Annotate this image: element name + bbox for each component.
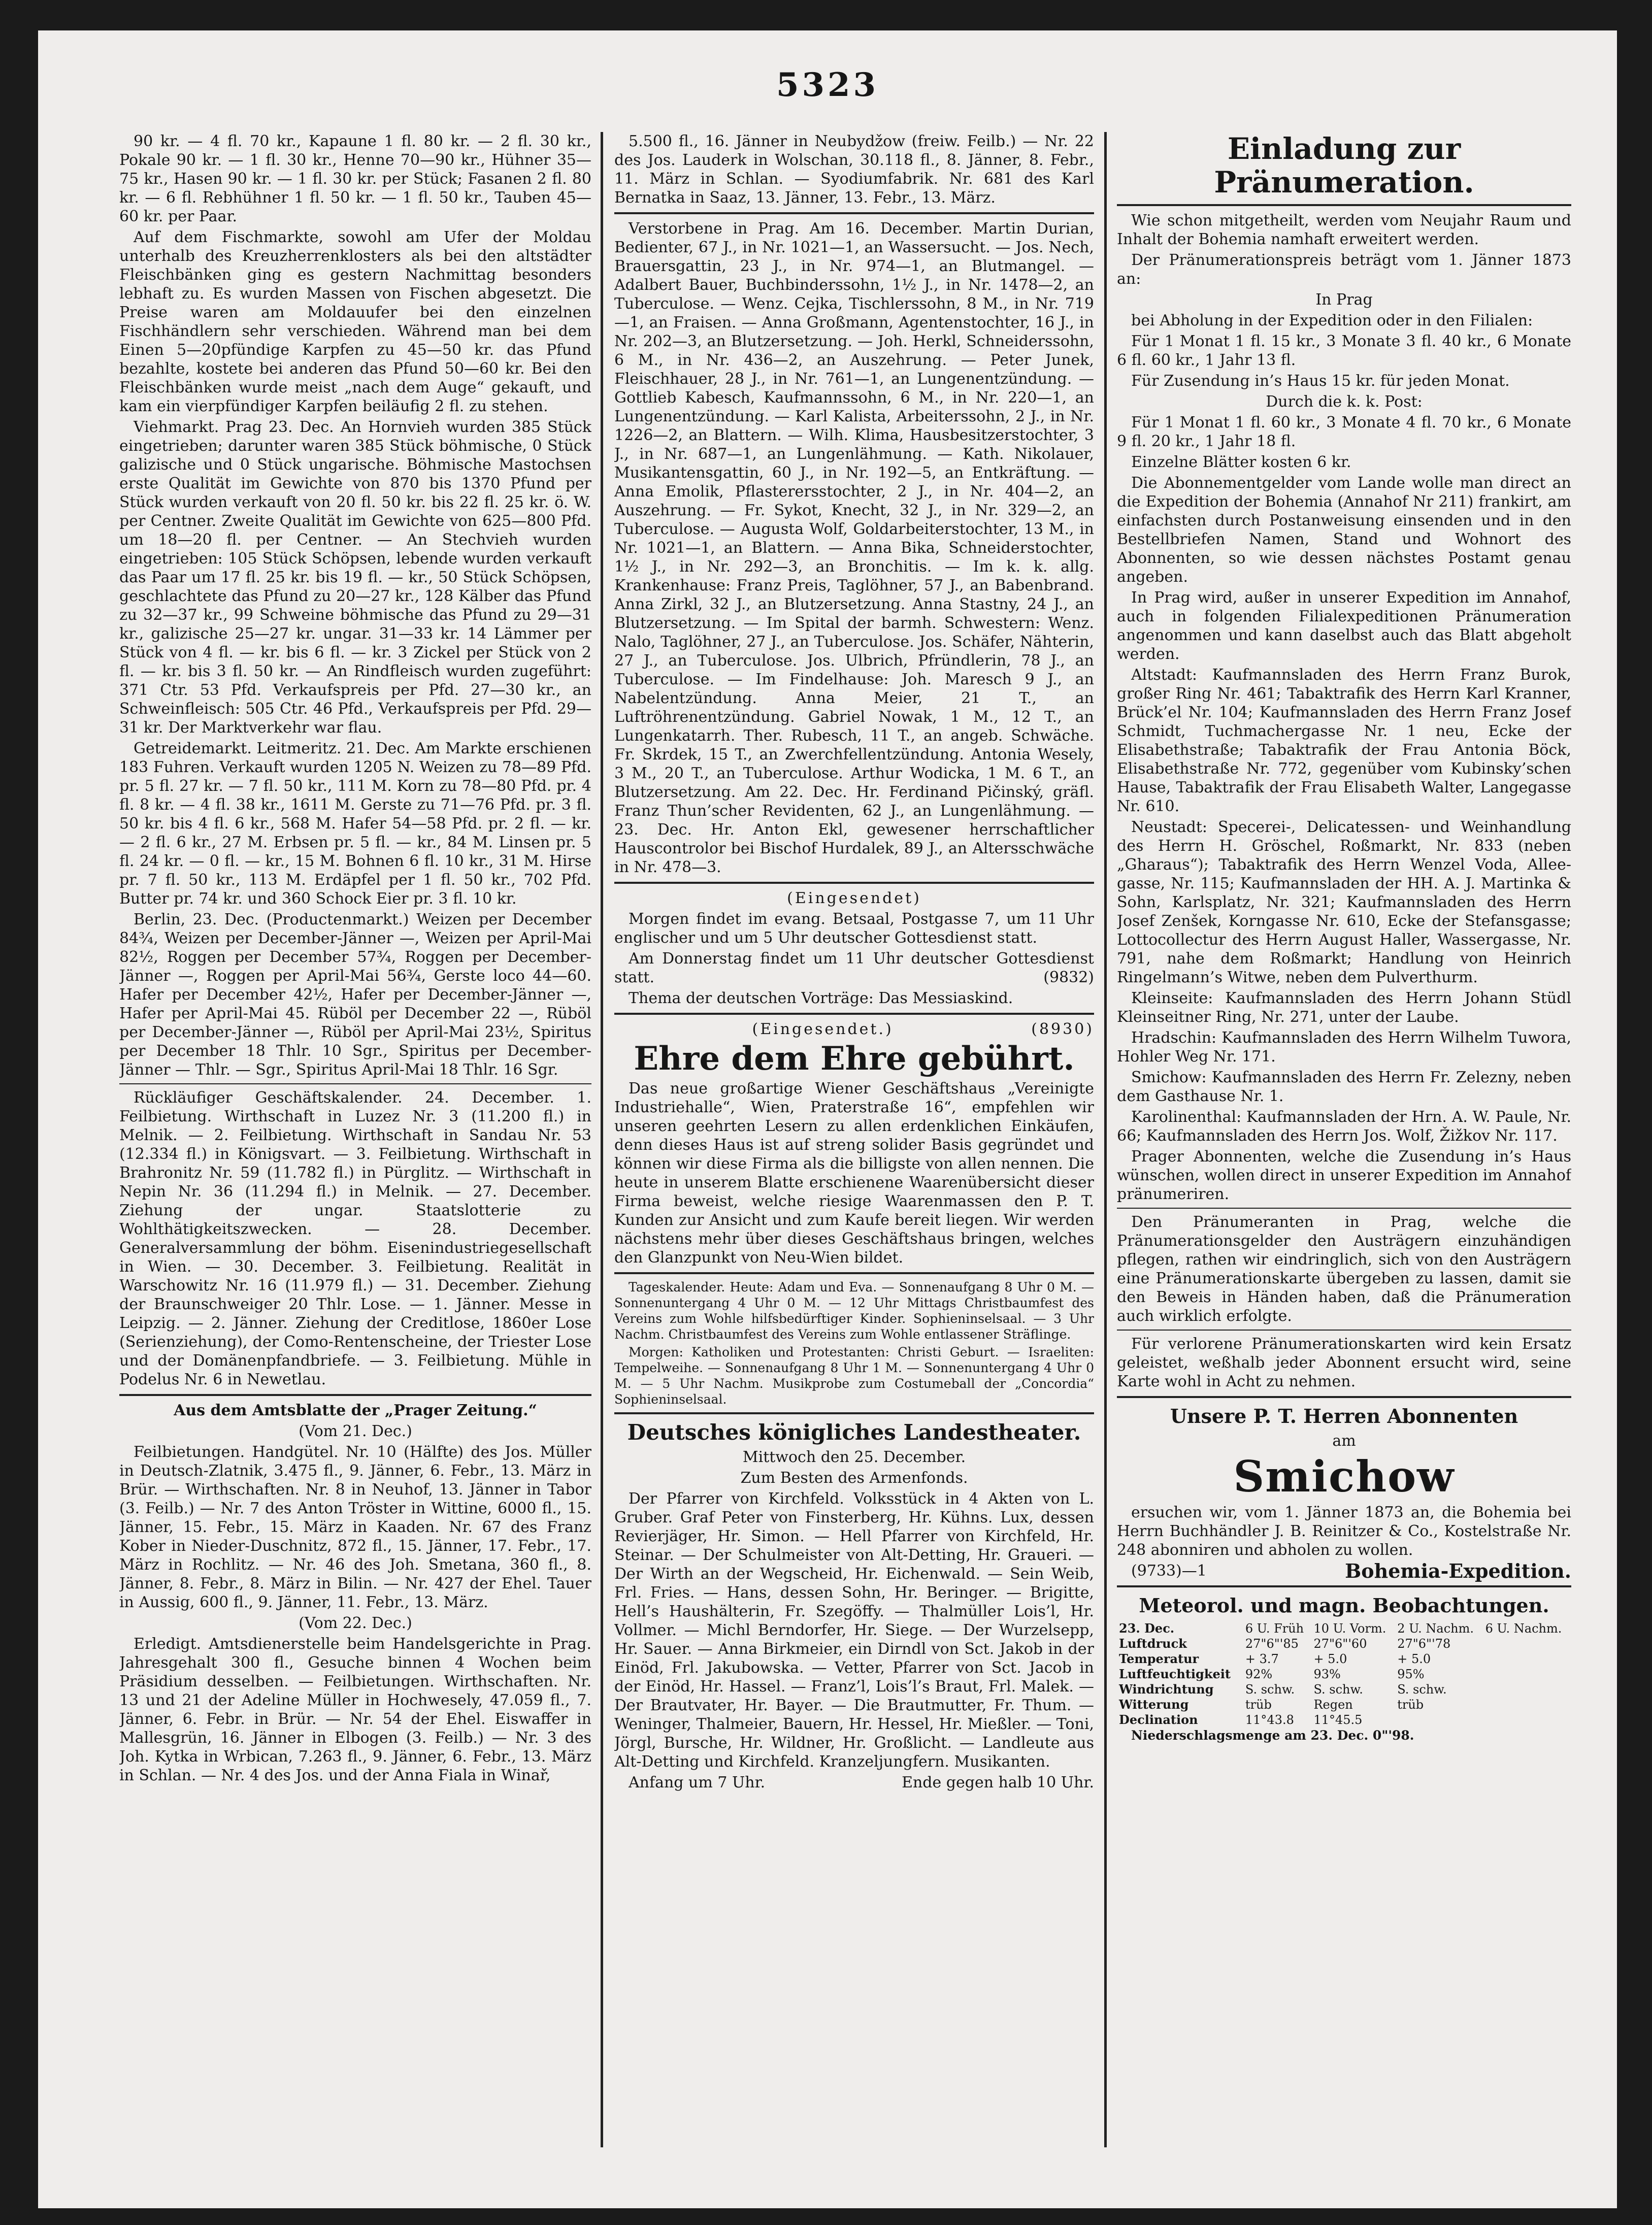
invitation-paragraph: In Prag wird, außer in unserer Expedition im Annahof, auch in folgenden Filialexpeditionen Pränumeration angenommen und kann daselbst auch das Blatt abgeholt werden. xyxy=(1117,589,1571,663)
meteo-title: Meteorol. und magn. Beobachtungen. xyxy=(1139,1594,1549,1617)
price-line: Für 1 Monat 1 fl. 15 kr., 3 Monate 3 fl. 40 kr., 6 Monate 6 fl. 60 kr., 1 Jahr 13 fl. xyxy=(1117,333,1571,369)
column-rule xyxy=(601,132,603,2147)
meteo-header-cell: 6 U. Früh xyxy=(1245,1621,1304,1636)
invitation-paragraph: Den Pränumeranten in Prag, welche die Pränumerationsgelder den Austrägern einzuhändigen pflegen, rathen wir eindringlich, sich von den Austrägern eine Pränumerationskarte übergeben zu lassen, damit sie den Beweis in Händen haben, daß die Pränumeration auch wirklich erfolgte. xyxy=(1117,1213,1571,1325)
amtsblatt-paragraph: Erledigt. Amtsdienerstelle beim Handelsgerichte in Prag. Jahresgehalt 300 fl., Gesuche binnen 4 Wochen beim Präsidium desselben. — Feilbietungen. Wirthschaften. Nr. 13 und 21 der Adeline Müller in Hochwesely, 47.059 fl., 7. Jänner, 6. Febr. in Brür. — Nr. 54 der Ehel. Eiswaffer in Mallesgrün, 16. Jänner in Elbogen (3. Feilb.) — Nr. 3 des Joh. Kytka in Wrbican, 7.263 fl., 9. Jänner, 6. Febr., 13. März in Schlan. — Nr. 4 des Jos. und der Anna Fiala in Winař, xyxy=(119,1635,591,1784)
market-paragraph: Getreidemarkt. Leitmeritz. 21. Dec. Am Markte erschienen 183 Fuhren. Verkauft wurden 1205 N. Weizen zu 78—89 Pfd. pr. 5 fl. 27 kr. — 7 fl. 50 kr., 111 M. Korn zu 78—80 Pfd. pr. 4 fl. 8 kr. — 4 fl. 38 kr., 1611 M. Gerste zu 71—76 Pfd. pr. 3 fl. 50 kr. bis 4 fl. 6 kr., 568 M. Hafer 54—58 Pfd. pr. 2 fl. — kr. — 2 fl. 6 kr., 27 M. Erbsen pr. 5 fl. — kr., 84 M. Linsen pr. 5 fl. 24 kr. — 0 fl. — kr., 15 M. Bohnen 6 fl. 10 kr., 31 M. Hirse pr. 7 fl. 50 kr., 113 M. Erdäpfel per 1 fl. 50 kr., 702 Pfd. Butter pr. 74 kr. und 360 Schock Eier pr. 3 fl. 10 kr. xyxy=(119,740,591,908)
market-paragraph: Auf dem Fischmarkte, sowohl am Ufer der Moldau unterhalb des Kreuzherrenklosters als bei den altstädter Fleischbänken ging es gestern Nachmittag besonders lebhaft zu. Es wurden Massen von Fischen abgesetzt. Die Preise waren am Moldauufer bei den einzelnen Fischhändlern sehr verschieden. Während man bei dem Einen 5—20pfündige Karpfen zu 45—50 kr. das Pfund bezahlte, kostete bei anderen das Pfund 50—60 kr. Bei den Fleischbänken wurde meist „nach dem Auge“ gekauft, und kam ein vierpfündiger Karpfen beiläufig 2 fl. zu stehen. xyxy=(119,228,591,415)
meteo-cell xyxy=(1483,1712,1571,1728)
eingesendet-label: (Eingesendet.) xyxy=(752,1020,894,1038)
meteo-cell: Witterung xyxy=(1119,1697,1189,1712)
divider xyxy=(1117,204,1571,206)
meteo-header-cell: 23. Dec. xyxy=(1119,1621,1175,1636)
meteo-row xyxy=(1117,1667,1571,1682)
column-3 xyxy=(1117,132,1571,2147)
theater-times xyxy=(614,1773,1094,1792)
reference-number: (8930) xyxy=(1031,1020,1094,1038)
calendar-paragraph: Rückläufiger Geschäftskalender. 24. December. 1. Feilbietung. Wirthschaft in Luzez Nr. 3 (11.200 fl.) in Melnik. — 2. Feilbietung. Wirthschaft in Sandau Nr. 53 (12.334 fl.) in Königsvart. — 3. Feilbietung. Wirthschaft in Brahronitz Nr. 59 (11.782 fl.) in Pürglitz. — Wirthschaft in Nepin Nr. 36 (11.294 fl.) in Melnik. — 27. December. Ziehung der ungar. Staatslotterie zu Wohlthätigkeitszwecken. — 28. December. Generalversammlung der böhm. Eisenindustriegesellschaft in Wien. — 30. December. 3. Feilbietung. Realität in Warschowitz Nr. 16 (11.979 fl.) — 31. December. Ziehung der Braunschweiger 20 Thlr. Lose. — 1. Jänner. Messe in Leipzig. — 2. Jänner. Ziehung der Creditlose, 1860er Lose (Serienziehung), der Como-Rentenscheine, der Triester Lose und der Domänenpfandbriefe. — 3. Feilbietung. Mühle in Podelus Nr. 6 in Newetlau. xyxy=(119,1089,591,1388)
reference-number: (9733)—1 xyxy=(1131,1562,1207,1580)
divider xyxy=(1117,1396,1571,1398)
divider xyxy=(614,1013,1094,1015)
divider xyxy=(1117,1208,1571,1209)
meteo-cell xyxy=(1395,1712,1483,1728)
meteo-table xyxy=(1117,1621,1571,1728)
divider xyxy=(119,1394,591,1396)
meteo-cell xyxy=(1483,1667,1571,1682)
meteo-cell: 95% xyxy=(1397,1667,1425,1681)
amtsblatt-date: (Vom 21. Dec.) xyxy=(299,1422,412,1440)
meteo-cell: 93% xyxy=(1313,1667,1341,1681)
meteo-cell xyxy=(1483,1682,1571,1697)
theater-benefit: Zum Besten des Armenfonds. xyxy=(740,1469,968,1487)
filiale-altstadt: Altstadt: Kaufmannsladen des Herrn Franz Burok, großer Ring Nr. 461; Tabaktrafik des Herrn Karl Kranner, Brück’el Nr. 104; Kaufmannsladen des Herrn Franz Josef Schmidt, Tuchmachergasse Nr. 1 neu, Ecke der Elisabethstraße; Tabaktrafik der Frau Antonia Böck, Elisabethstraße Nr. 772, gegenüber vom Kubinsky’schen Hause, Tabaktrafik der Frau Elisabeth Walter, Langegasse Nr. 610. xyxy=(1117,666,1571,815)
advert-headline: Ehre dem Ehre gebührt. xyxy=(634,1040,1075,1078)
market-paragraph: Berlin, 23. Dec. (Productenmarkt.) Weizen per December 84¾, Weizen per December-Jänner —, Weizen per April-Mai 82½, Roggen per December 57¾, Roggen per December-Jänner —, Roggen per April-Mai 56¾, Gerste loco 44—60. Hafer per December 42½, Hafer per December-Jänner —, Hafer per April-Mai 45. Rüböl per December 22 —, Rüböl per December-Jänner —, Rüböl per April-Mai 23½, Spiritus per December 18 Thlr. 10 Sgr., Spiritus per December-Jänner — Thlr. — Sgr., Spiritus April-Mai 18 Thlr. 16 Sgr. xyxy=(119,911,591,1079)
meteo-cell: Windrichtung xyxy=(1119,1682,1214,1697)
column-rule xyxy=(1104,132,1107,2147)
eingesendet-paragraph xyxy=(614,949,1094,987)
meteo-cell: 27"6"'85 xyxy=(1245,1637,1299,1651)
reference-number: (9832) xyxy=(1043,969,1094,986)
meteo-cell: + 3.7 xyxy=(1245,1652,1279,1666)
subscribers-heading: Unsere P. T. Herren Abonnenten xyxy=(1170,1405,1518,1427)
theater-paragraph: Der Pfarrer von Kirchfeld. Volksstück in 4 Akten von L. Gruber. Graf Peter von Finsterberg, Hr. Kühns. Lux, dessen Revierjäger, Hr. Simon. — Hell Pfarrer von Kirchfeld, Hr. Steinar. — Der Schulmeister von Alt-Detting, Hr. Graueri. — Der Wirth an der Wegscheid, Hr. Eichenwald. — Sein Weib, Frl. Fries. — Hans, dessen Sohn, Hr. Beringer. — Brigitte, Hell’s Haushälterin, Fr. Szegöffy. — Thalmüller Lois’l, Hr. Vollmer. — Michl Berndorfer, Hr. Siege. — Der Wurzelsepp, Hr. Sauer. — Anna Birkmeier, ein Dirndl von Sct. Jakob in der Einöd, Frl. Jakubowska. — Vetter, Pfarrer von Sct. Jacob in der Einöd, Hr. Hassel. — Franz’l, Lois’l’s Braut, Frl. Malek. — Der Brautvater, Hr. Bayer. — Die Brautmutter, Fr. Thum. — Weninger, Thalmeier, Bauern, Hr. Hessel, Hr. Mießler. — Toni, Jörgl, Bursche, Hr. Wildner, Hr. Großlicht. — Landleute aus Alt-Detting und Kirchfeld. Kranzeljungfern. Musikanten. xyxy=(614,1490,1094,1771)
meteo-cell: + 5.0 xyxy=(1397,1652,1431,1666)
eingesendet-paragraph: Thema der deutschen Vorträge: Das Messiaskind. xyxy=(629,989,1013,1007)
tageskalender: Tageskalender. Heute: Adam und Eva. — Sonnenaufgang 8 Uhr 0 M. — Sonnenuntergang 4 Uhr 0 M. — 12 Uhr Mittags Christbaumfest des Vereins zum Wohle hilfsbedürftiger Kinder. Sophieninselsaal. — 3 Uhr Nachm. Christbaumfest des Vereins zum Wohle entlassener Sträflinge. xyxy=(614,1280,1094,1342)
meteo-header-cell: 10 U. Vorm. xyxy=(1313,1621,1386,1636)
divider xyxy=(614,1412,1094,1414)
niederschlag-line: Niederschlagsmenge am 23. Dec. 0"'98. xyxy=(1131,1728,1414,1743)
eingesendet-paragraph: Morgen findet im evang. Betsaal, Postgasse 7, um 11 Uhr englischer und um 5 Uhr deutscher Gottesdienst statt. xyxy=(614,910,1094,947)
filiale-kleinseite: Kleinseite: Kaufmannsladen des Herrn Johann Stüdl Kleinseitner Ring, Nr. 271, unter der Laube. xyxy=(1117,989,1571,1026)
meteo-cell: Temperatur xyxy=(1119,1651,1199,1666)
section-label: In Prag xyxy=(1315,291,1373,309)
price-line: Einzelne Blätter kosten 6 kr. xyxy=(1131,453,1351,471)
column-2 xyxy=(614,132,1094,2147)
meteo-cell xyxy=(1483,1651,1571,1667)
meteo-cell xyxy=(1483,1636,1571,1651)
column-1 xyxy=(119,132,591,2147)
meteo-cell xyxy=(1483,1697,1571,1712)
price-line: Für Zusendung in’s Haus 15 kr. für jeden Monat. xyxy=(1131,372,1510,390)
invitation-paragraph: Die Abonnementgelder vom Lande wolle man direct an die Expedition der Bohemia (Annahof Nr 211) frankirt, am einfachsten durch Postanweisung einsenden und in den Bestellbriefen Namen, Stand und Wohnort des Abonnenten, so wie dessen nächstes Postamt genau angeben. xyxy=(1117,474,1571,586)
advert-paragraph: Das neue großartige Wiener Geschäftshaus „Vereinigte Industriehalle“, Wien, Praterstraße 16“, empfehlen wir unseren geehrten Lesern zu allen erdenklichen Einkäufen, denn dieses Haus ist auf streng solider Basis gegründet und können wir diese Firma als die billigste von allen nennen. Die heute in unserem Blatte erschienene Waarenübersicht dieser Firma beweist, welche riesige Waarenmassen den P. T. Kunden zur Ansicht und zum Kaufe bereit liegen. Wir werden nächstens mehr über dieses Geschäftshaus bringen, welches den Glanzpunkt von Neu-Wien bildet. xyxy=(614,1080,1094,1267)
meteo-cell: 92% xyxy=(1245,1667,1273,1681)
page-number: 5323 xyxy=(776,66,879,104)
amtsblatt-paragraph: Feilbietungen. Handgütel. Nr. 10 (Hälfte) des Jos. Müller in Deutsch-Zlatnik, 3.475 fl., 9. Jänner, 6. Febr., 13. März in Brür. — Wirthschaften. Nr. 8 in Neuhof, 13. Jänner in Tabor (3. Feilb.) — Nr. 7 des Anton Tröster in Wittine, 6000 fl., 15. Jänner, 15. Febr., 15. März in Kaaden. Nr. 67 des Franz Kober in Nieder-Duschnitz, 872 fl., 15. Jänner, 17. Febr., 17. März in Rochlitz. — Nr. 46 des Joh. Smetana, 360 fl., 8. Jänner, 8. Febr., 8. März in Bilin. — Nr. 427 der Ehel. Tauer in Aussig, 600 fl., 9. Jänner, 11. Febr., 13. März. xyxy=(119,1443,591,1611)
invitation-paragraph: Wie schon mitgetheilt, werden vom Neujahr Raum und Inhalt der Bohemia namhaft erweitert werden. xyxy=(1117,212,1571,248)
theater-date: Mittwoch den 25. December. xyxy=(742,1448,966,1466)
invitation-paragraph: bei Abholung in der Expedition oder in den Filialen: xyxy=(1131,312,1533,329)
filiale-karolinenthal: Karolinenthal: Kaufmannsladen der Hrn. A. W. Paule, Nr. 66; Kaufmannsladen des Herrn Jos. Wolf, Žižkov Nr. 117. xyxy=(1117,1108,1571,1145)
eingesendet-title: (Eingesendet) xyxy=(787,889,921,907)
meteo-row xyxy=(1117,1636,1571,1651)
market-paragraph: Viehmarkt. Prag 23. Dec. An Hornvieh wurden 385 Stück eingetrieben; darunter waren 385 Stück böhmische, 0 Stück galizische und 0 Stück ungarische. Böhmische Mastochsen erste Qualität im Gewichte von 870 bis 1370 Pfund per Stück wurden verkauft von 20 fl. 50 kr. bis 22 fl. 25 kr. ö. W. per Centner. Zweite Qualität im Gewichte von 625—800 Pfd. um 18—20 fl. per Centner. — An Stechvieh wurden eingetrieben: 105 Stück Schöpsen, lebende wurden verkauft das Paar um 17 fl. 25 kr. bis 19 fl. — kr., 50 Stück Schöpsen, geschlachtete das Pfund zu 20—27 kr., 128 Kälber das Pfund zu 32—37 kr., 99 Schweine böhmische das Pfund zu 29—31 kr., galizische 25—27 kr. ungar. 31—33 kr. 14 Lämmer per Stück von 4 fl. — kr. bis 6 fl. — kr. 3 Zickel per Stück von 2 fl. — kr. bis 3 fl. 50 kr. — An Rindfleisch wurden zugeführt: 371 Ctr. 53 Pfd. Verkaufspreis per Pfd. 27—30 kr., an Schweinfleisch: 505 Ctr. 46 Pfd., Verkaufspreis per Pfd. 29—31 kr. Der Marktverkehr war flau. xyxy=(119,418,591,737)
meteo-cell: trüb xyxy=(1397,1698,1424,1712)
divider xyxy=(614,1272,1094,1274)
signature-line xyxy=(1117,1559,1571,1582)
meteo-cell: Regen xyxy=(1313,1698,1353,1712)
meteo-cell: S. schw. xyxy=(1397,1682,1447,1697)
meteo-row xyxy=(1117,1712,1571,1728)
end-time: Ende gegen halb 10 Uhr. xyxy=(902,1774,1094,1791)
meteo-cell: 11°43.8 xyxy=(1245,1713,1294,1727)
meteo-cell: S. schw. xyxy=(1313,1682,1363,1697)
meteo-cell: 27"6"'60 xyxy=(1313,1637,1367,1651)
divider xyxy=(1117,1330,1571,1331)
invitation-paragraph: Für verlorene Pränumerationskarten wird kein Ersatz geleistet, weßhalb jeder Abonnent ersucht wird, seine Karte wohl in Acht zu nehmen. xyxy=(1117,1335,1571,1390)
price-line: Für 1 Monat 1 fl. 60 kr., 3 Monate 4 fl. 70 kr., 6 Monate 9 fl. 20 kr., 1 Jahr 18 fl. xyxy=(1117,414,1571,450)
divider xyxy=(614,882,1094,884)
amtsblatt-date: (Vom 22. Dec.) xyxy=(299,1614,412,1632)
divider xyxy=(1117,1585,1571,1587)
meteo-cell: Luftdruck xyxy=(1119,1636,1187,1651)
divider xyxy=(119,1083,591,1084)
meteo-row xyxy=(1117,1682,1571,1697)
filiale-hradschin: Hradschin: Kaufmannsladen des Herrn Wilhelm Tuwora, Hohler Weg Nr. 171. xyxy=(1117,1029,1571,1066)
continued-paragraph: 5.500 fl., 16. Jänner in Neubydžow (freiw. Feilb.) — Nr. 22 des Jos. Lauderk in Wolschan, 30.118 fl., 8. Jänner, 8. Febr., 11. März in Schlan. — Syodiumfabrik. Nr. 681 des Karl Bernatka in Saaz, 13. Jänner, 13. Febr., 13. März. xyxy=(614,132,1094,207)
newspaper-page xyxy=(38,30,1617,2208)
meteo-cell: Luftfeuchtigkeit xyxy=(1119,1667,1231,1681)
filiale-smichow: Smichow: Kaufmannsladen des Herrn Fr. Zelezny, neben dem Gasthause Nr. 1. xyxy=(1117,1069,1571,1105)
divider xyxy=(614,212,1094,214)
expedition-signature: Bohemia-Expedition. xyxy=(1345,1559,1571,1582)
smichow-heading: Smichow xyxy=(1233,1451,1455,1502)
deaths-paragraph: Verstorbene in Prag. Am 16. December. Martin Durian, Bedienter, 67 J., in Nr. 1021—1, an Wassersucht. — Jos. Nech, Brauersgattin, 23 J., in Nr. 974—1, an Blutmangel. — Adalbert Bauer, Buchbinderssohn, 1½ J., in Nr. 1478—2, an Tuberculose. — Wenz. Cejka, Tischlerssohn, 8 M., in Nr. 719—1, an Fraisen. — Anna Großmann, Agentenstochter, 16 J., in Nr. 202—3, an Blutzersetzung. — Joh. Herkl, Schneiderssohn, 6 M., in Nr. 436—2, an Auszehrung. — Peter Junek, Fleischhauer, 28 J., in Nr. 761—1, an Lungenentzündung. — Gottlieb Kabesch, Kaufmannssohn, 6 M., in Nr. 220—1, an Lungenentzündung. — Karl Kalista, Arbeiterssohn, 2 J., in Nr. 1226—2, an Blattern. — Wilh. Klima, Hausbesitzerstochter, 3 J., in Nr. 687—1, an Lungenlähmung. — Kath. Nikolauer, Musikantensgattin, 60 J., in Nr. 192—5, an Entkräftung. — Anna Emolik, Pflasterersstochter, 2 J., in Nr. 404—2, an Auszehrung. — Fr. Sykot, Knecht, 32 J., in Nr. 329—2, an Tuberculose. — Augusta Wolf, Goldarbeiterstochter, 13 M., in Nr. 1021—1, an Blattern. — Anna Bika, Schneiderstochter, 1½ J., in Nr. 292—3, an Bronchitis. — Im k. k. allg. Krankenhause: Franz Preis, Taglöhner, 57 J., an Babenbrand. Anna Zirkl, 32 J., an Blutzersetzung. Anna Stastny, 24 J., an Blutzersetzung. — Im Spital der barmh. Schwestern: Wenz. Nalo, Taglöhner, 27 J., an Tuberculose. Jos. Schäfer, Nähterin, 27 J., an Tuberculose. Jos. Ulbrich, Pfründlerin, 78 J., an Tuberculose. — Im Findelhause: Joh. Maresch 9 J., an Nabelentzündung. Anna Meier, 21 T., an Luftröhrenentzündung. Gabriel Nowak, 1 M., 12 T., an Lungenkatarrh. Ther. Rubesch, 11 T., an angeb. Schwäche. Fr. Skrdek, 15 T., an Zwerchfellentzündung. Antonia Wesely, 3 M., 20 T., an Tuberculose. Arthur Wodicka, 1 M. 6 T., an Blutzersetzung. Am 22. Dec. Hr. Ferdinand Pičinský, gräfl. Franz Thun’scher Revidenten, 62 J., an Lungenlähmung. — 23. Dec. Hr. Anton Ekl, gewesener herrschaftlicher Hauscontrolor bei Bischof Hurdalek, 89 J., an Altersschwäche in Nr. 478—3. xyxy=(614,220,1094,876)
filiale-neustadt: Neustadt: Specerei-, Delicatessen- und Weinhandlung des Herrn H. Gröschel, Roßmarkt, Nr. 833 (neben „Gharaus“); Tabaktrafik des Herrn Wenzel Voda, Allee-gasse, Nr. 115; Kaufmannsladen der HH. A. J. Martinka & Sohn, Karlsplatz, Nr. 321; Kaufmannsladen des Herrn Josef Zenšek, Korngasse Nr. 610, Ecke der Stefansgasse; Lottocollectur des Herrn August Haller, Wassergasse, Nr. 791, nahe dem Roßmarkt; Handlung von Heinrich Ringelmann’s Witwe, neben dem Pulverthurm. xyxy=(1117,818,1571,986)
invitation-paragraph: ersuchen wir, vom 1. Jänner 1873 an, die Bohemia bei Herrn Buchhändler J. B. Reinitzer & Co., Kostelstraße Nr. 248 abonniren und abholen zu wollen. xyxy=(1117,1504,1571,1559)
eingesendet-text: Am Donnerstag findet um 11 Uhr deutscher Gottesdienst statt. xyxy=(614,950,1094,986)
market-paragraph: 90 kr. — 4 fl. 70 kr., Kapaune 1 fl. 80 kr. — 2 fl. 30 kr., Pokale 90 kr. — 1 fl. 30 kr., Henne 70—90 kr., Hühner 35—75 kr., Hasen 90 kr. — 1 fl. 30 kr. per Stück; Fasanen 2 fl. 80 kr. — 6 fl. Rebhühner 1 fl. 50 kr. — 1 fl. 50 kr., Tauben 45—60 kr. per Paar. xyxy=(119,132,591,225)
eingesendet-title xyxy=(614,1020,1094,1039)
section-label: Durch die k. k. Post: xyxy=(1266,393,1423,411)
meteo-cell: 27"6"'78 xyxy=(1397,1637,1451,1651)
meteo-header-cell: 2 U. Nachm. xyxy=(1397,1621,1474,1636)
am-label: am xyxy=(1332,1432,1356,1450)
amtsblatt-heading: Aus dem Amtsblatte der „Prager Zeitung.“ xyxy=(174,1402,537,1419)
morgen-kalender: Morgen: Katholiken und Protestanten: Christi Geburt. — Israeliten: Tempelweihe. — Sonnenaufgang 8 Uhr 1 M. — Sonnenuntergang 4 Uhr 0 M. — 5 Uhr Nachm. Musikprobe zum Costumeball der „Concordia“ Sophieninselsaal. xyxy=(614,1345,1094,1407)
meteo-header-cell: 6 U. Nachm. xyxy=(1485,1621,1562,1636)
meteo-cell: Declination xyxy=(1119,1712,1198,1727)
meteo-row xyxy=(1117,1697,1571,1712)
invitation-title: Einladung zur Pränumeration. xyxy=(1214,132,1474,200)
start-time: Anfang um 7 Uhr. xyxy=(629,1774,766,1791)
meteo-cell: S. schw. xyxy=(1245,1682,1295,1697)
theater-title: Deutsches königliches Landestheater. xyxy=(627,1420,1081,1445)
meteo-header-row xyxy=(1117,1621,1571,1636)
invitation-paragraph: Prager Abonnenten, welche die Zusendung in’s Haus wünschen, wollen direct in unserer Expedition im Annahof pränumeriren. xyxy=(1117,1148,1571,1203)
meteo-cell: 11°45.5 xyxy=(1313,1713,1363,1727)
invitation-paragraph: Der Pränumerationspreis beträgt vom 1. Jänner 1873 an: xyxy=(1117,251,1571,288)
meteo-row xyxy=(1117,1651,1571,1667)
meteo-cell: trüb xyxy=(1245,1698,1272,1712)
meteo-cell: + 5.0 xyxy=(1313,1652,1347,1666)
